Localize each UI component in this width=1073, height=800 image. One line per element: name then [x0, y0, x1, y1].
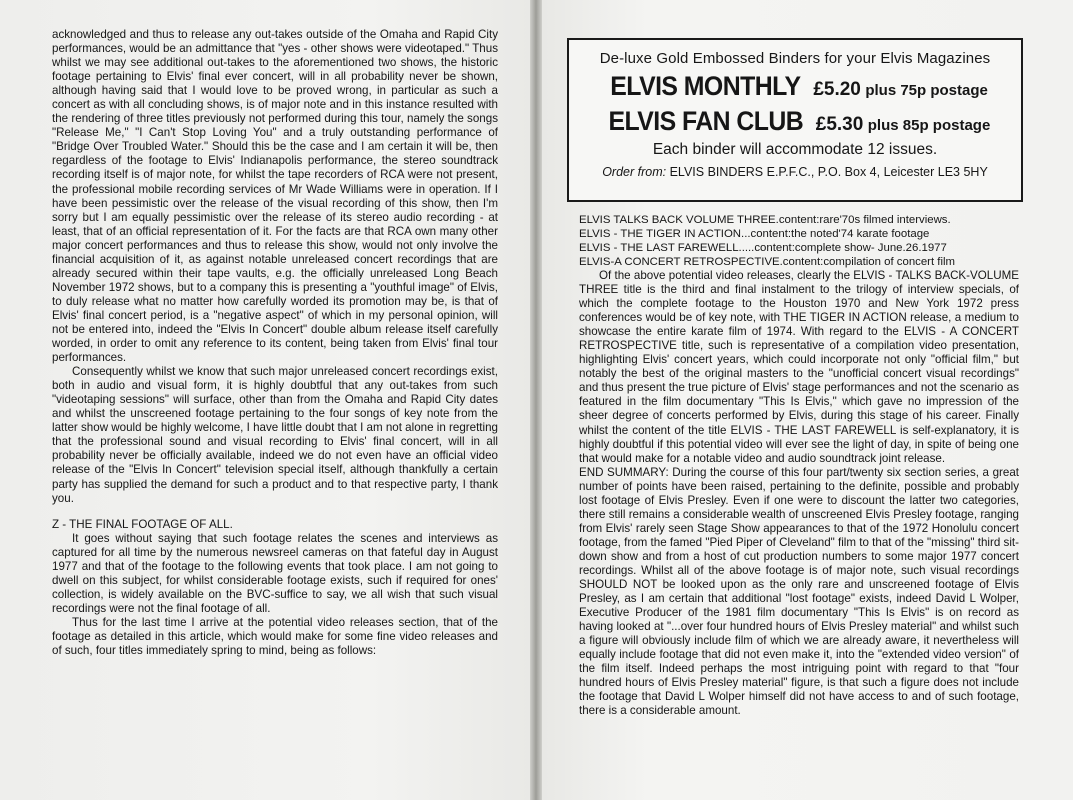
left-text-column: [52, 28, 498, 658]
advert-title-elvis-fan-club: ELVIS FAN CLUB: [608, 106, 803, 136]
left-paragraph-1: acknowledged and thus to release any out-takes outside of the Omaha and Rapid City performances, would be an admittance that "yes - other shows were videotaped." Thus whilst we may see additional out-takes to the aforementioned two shows, the historic footage pertaining to Elvis' final ever concert, will in all probability never be shown, although having said that I would love to be proved wrong, in particular as such a concert as with all concluding shows, is of major note and in this instance resulted with the rendering of three titles previously not performed during this tour, namely the songs "Release Me," "I Can't Stop Loving You" and a truly outstanding performance of "Bridge Over Troubled Water." Should this be the case and I am certain it will be, then regardless of the footage to Elvis' Indianapolis performance, the stereo soundtrack recording itself is of major note, for whilst the tape recorders of RCA were not present, the professional mobile recording services of Mr Wade Williams were in operation. If I have been pessimistic over the release of the visual recording of this show, then I'm sorry but I am equally pessimistic over the release of its stereo audio recording - at least, that of an official representation of it. For the facts are that RCA own many other major concert performances and thus to release this show, would not only involve the financial acquisition of it, as against notable unreleased concert recordings that are already secured within their tape vaults, e.g. the officially unreleased Long Beach November 1972 shows, but to a company this is presenting a "youthful image" of Elvis, to duly release what no matter how carefully worded its promotion may be, is that of Elvis' final concert period, is a "negative aspect" of which in my personal opinion, will not be entered into, indeed the "Elvis In Concert" double album release itself carefully worded, in order to omit any reference to its content, being taken from Elvis' final tour performances.: [52, 28, 498, 365]
advert-row-elvis-monthly: [569, 71, 1021, 102]
right-paragraph-1: Of the above potential video releases, clearly the ELVIS - TALKS BACK-VOLUME THREE title is the third and final instalment to the trilogy of interview specials, of which the complete footage to the Houston 1970 and New York 1972 press conferences would be of key note, with THE TIGER IN ACTION release, a medium to showcase the entire karate film of 1974. With regard to the ELVIS - A CONCERT RETROSPECTIVE title, such is representative of a compilation video presentation, highlighting Elvis' concert years, which could incorporate not only "official film," but notably the best of the original masters to the "unofficial concert visual recordings" and thus present the true picture of Elvis' stage performances and not the scenario as featured in the film documentary "This Is Elvis," which gave no impression of the sheer degree of concerts performed by Elvis, during this stage of his career. Finally whilst the content of the title ELVIS - THE LAST FAREWELL is self-explanatory, it is highly doubtful if this potential video will ever see the light of day, in spite of being one that would make for a notable video and audio soundtrack joint release.: [579, 269, 1019, 465]
advert-title-elvis-monthly: ELVIS MONTHLY: [610, 71, 801, 101]
advert-postage-elvis-monthly: plus 75p postage: [865, 82, 988, 99]
page-gutter: [530, 0, 542, 800]
advert-price-elvis-monthly: £5.20: [813, 79, 861, 100]
advert-order-label: Order from:: [602, 165, 667, 179]
advert-postage-elvis-fan-club: plus 85p postage: [867, 117, 991, 134]
right-text-column: [579, 213, 1019, 719]
advert-order-address: ELVIS BINDERS E.P.F.C., P.O. Box 4, Leicester LE3 5HY: [669, 165, 988, 179]
end-summary-paragraph: END SUMMARY: During the course of this four part/twenty six section series, a great number of points have been raised, pertaining to the definite, possible and probably lost footage of Elvis Presley. Even if one were to discount the latter two categories, there still remains a considerable wealth of unscreened Elvis Presley footage, ranging from Elvis' rarely seen Stage Show appearances to that of the 1972 Honolulu concert footage, from the famed "Pied Piper of Cleveland" film to that of the "missing" third sit-down show and from a host of cut production numbers to some major 1977 concert recordings. Whilst all of the above footage is of major note, such visual recordings SHOULD NOT be looked upon as the only rare and unscreened footage of Elvis Presley, as I am certain that additional "lost footage" exists, indeed David L Wolper, Executive Producer of the 1981 film documentary "This Is Elvis" is on record as having looked at "...over four hundred hours of Elvis Presley material" and whilst such a figure will obviously include film of which we are already aware, it nevertheless will equally include footage that did not even make it, into the "extended video version" of the film itself. Indeed perhaps the most intriguing point with regard to that "four hundred hours of Elvis Presley material" figure, is that such a figure does not include the footage that David L Wolper himself did not have access to and of such footage, there is a considerable amount.: [579, 465, 1019, 718]
video-titles-list: [579, 213, 1019, 269]
binder-advertisement: [567, 38, 1023, 202]
video-title-item: ELVIS TALKS BACK VOLUME THREE.content:rare'70s filmed interviews.: [579, 214, 951, 226]
advert-capacity: Each binder will accommodate 12 issues.: [652, 141, 938, 158]
left-paragraph-3: It goes without saying that such footage relates the scenes and interviews as captured for all time by the numerous newsreel cameras on that fateful day in August 1977 and that of the footage to the following events that took place. I am not going to dwell on this subject, for whilst considerable footage exists, such if required for ones' collection, is widely available on the BVC-suffice to say, we all wish that such visual recordings were not the final footage of all.: [52, 531, 498, 615]
video-title-item: ELVIS - THE LAST FAREWELL.....content:complete show- June.26.1977: [579, 242, 947, 254]
advert-price-elvis-fan-club: £5.30: [815, 114, 864, 135]
left-paragraph-2: Consequently whilst we know that such major unreleased concert recordings exist, both in audio and visual form, it is highly doubtful that any out-takes from such "videotaping sessions" will surface, other than from the Omaha and Rapid City dates and whilst the unscreened footage pertaining to the four songs of key note from the latter show would be highly welcome, I have little doubt that I am not alone in regretting that the professional sound and visual recording to Elvis' final concert, will in all probability never be officially available, indeed we do not even have an official video release of the "Elvis In Concert" television special itself, although thankfully a certain party has supplied the demand for such a product and to that respective party, I thank you.: [52, 365, 498, 505]
advert-heading: De-luxe Gold Embossed Binders for your Elvis Magazines: [599, 50, 991, 67]
advert-order-line: [569, 165, 1021, 179]
advert-row-elvis-fan-club: [569, 106, 1021, 137]
video-title-item: ELVIS - THE TIGER IN ACTION...content:the noted'74 karate footage: [579, 228, 930, 240]
video-title-item: ELVIS-A CONCERT RETROSPECTIVE.content:compilation of concert film: [579, 256, 956, 268]
left-paragraph-4: Thus for the last time I arrive at the potential video releases section, that of the footage as detailed in this article, which would make for some fine video releases and of such, four titles immediately spring to mind, being as follows:: [52, 615, 498, 658]
section-heading: Z - THE FINAL FOOTAGE OF ALL.: [52, 517, 233, 531]
